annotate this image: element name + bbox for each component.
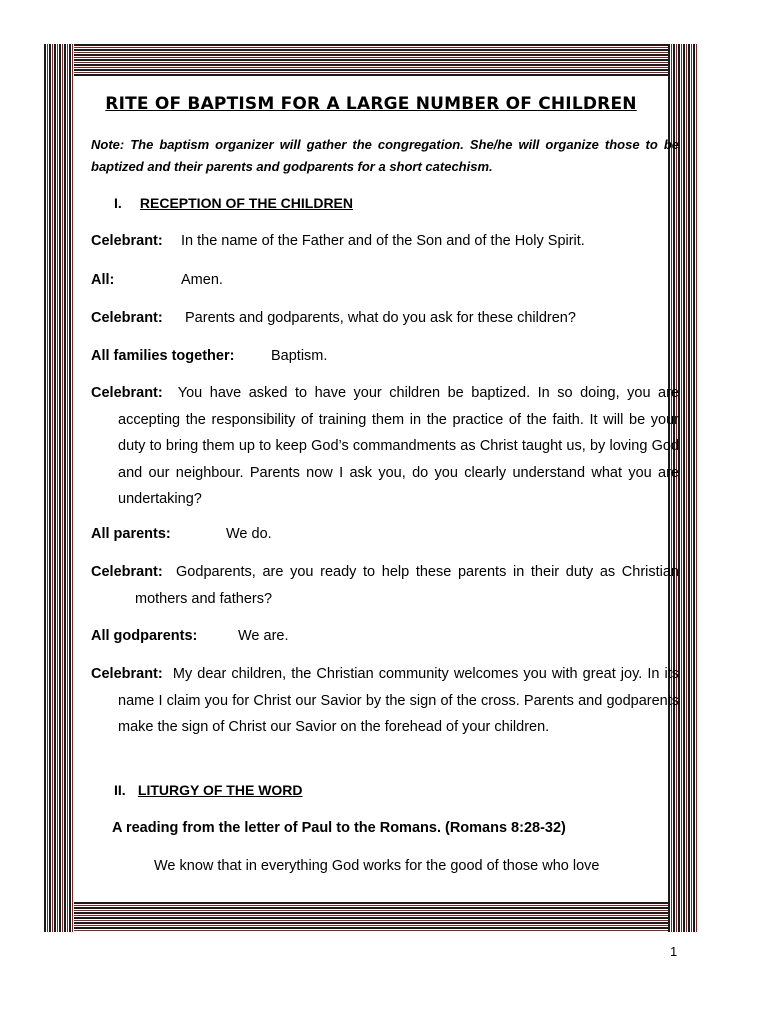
section-number: I. [114, 195, 122, 211]
speaker-label: Celebrant: [91, 666, 163, 682]
document-page [74, 76, 680, 902]
document-title: RITE OF BAPTISM FOR A LARGE NUMBER OF CHILDREN [105, 94, 637, 114]
reading-title: A reading from the letter of Paul to the Romans. (Romans 8:28-32) [112, 820, 566, 836]
dialogue-text: We do. [226, 526, 272, 542]
reading-text: We know that in everything God works for the good of those who love [154, 858, 600, 874]
section-number: II. [114, 782, 126, 798]
dialogue-text: Godparents, are you ready to help these parents in their duty as Christian mothers and fathers? [135, 564, 679, 607]
speaker-label: All godparents: [91, 628, 198, 644]
dialogue-line [91, 526, 272, 542]
dialogue-text: We are. [238, 628, 289, 644]
dialogue-line [91, 233, 585, 249]
dialogue-paragraph [91, 559, 679, 612]
organizer-note: Note: The baptism organizer will gather the congregation. She/he will organize those to be baptized and their parents and godparents for a short catechism. [91, 137, 679, 174]
speaker-label: Celebrant: [91, 310, 163, 326]
decorative-border-left [44, 44, 74, 932]
speaker-label: Celebrant: [91, 564, 163, 580]
section-label: LITURGY OF THE WORD [137, 782, 303, 798]
dialogue-text: You have asked to have your children be baptized. In so doing, you are accepting the responsibility of training them in the practice of the faith. It will be your duty to bring them up to keep God’s commandments as Christ taught us, by loving God and our neighbour. Parents now I ask you, do you clearly understand what you are undertaking? [118, 385, 679, 507]
dialogue-paragraph [91, 380, 679, 513]
section-heading-reception [114, 195, 353, 211]
section-label: RECEPTION OF THE CHILDREN [139, 195, 354, 211]
speaker-label: Celebrant: [91, 233, 163, 249]
dialogue-text: My dear children, the Christian community welcomes you with great joy. In its name I claim you for Christ our Savior by the sign of the cross. Parents and godparents make the sign of Christ our Savior on the forehead of your children. [118, 666, 680, 735]
dialogue-text: Parents and godparents, what do you ask for these children? [185, 310, 576, 326]
section-heading-liturgy [114, 782, 303, 798]
decorative-border-top [44, 44, 698, 76]
decorative-border-bottom [44, 902, 698, 932]
speaker-label: Celebrant: [91, 385, 163, 401]
dialogue-line [91, 310, 576, 326]
dialogue-text: In the name of the Father and of the Son and of the Holy Spirit. [181, 233, 585, 249]
speaker-label: All: [91, 272, 115, 288]
dialogue-line [91, 348, 327, 364]
speaker-label: All parents: [91, 526, 171, 542]
dialogue-line [91, 628, 289, 644]
dialogue-text: Amen. [181, 272, 223, 288]
speaker-label: All families together: [91, 348, 235, 364]
dialogue-line [91, 272, 223, 288]
dialogue-paragraph [91, 661, 679, 741]
page-number: 1 [670, 944, 678, 959]
dialogue-text: Baptism. [271, 348, 328, 364]
